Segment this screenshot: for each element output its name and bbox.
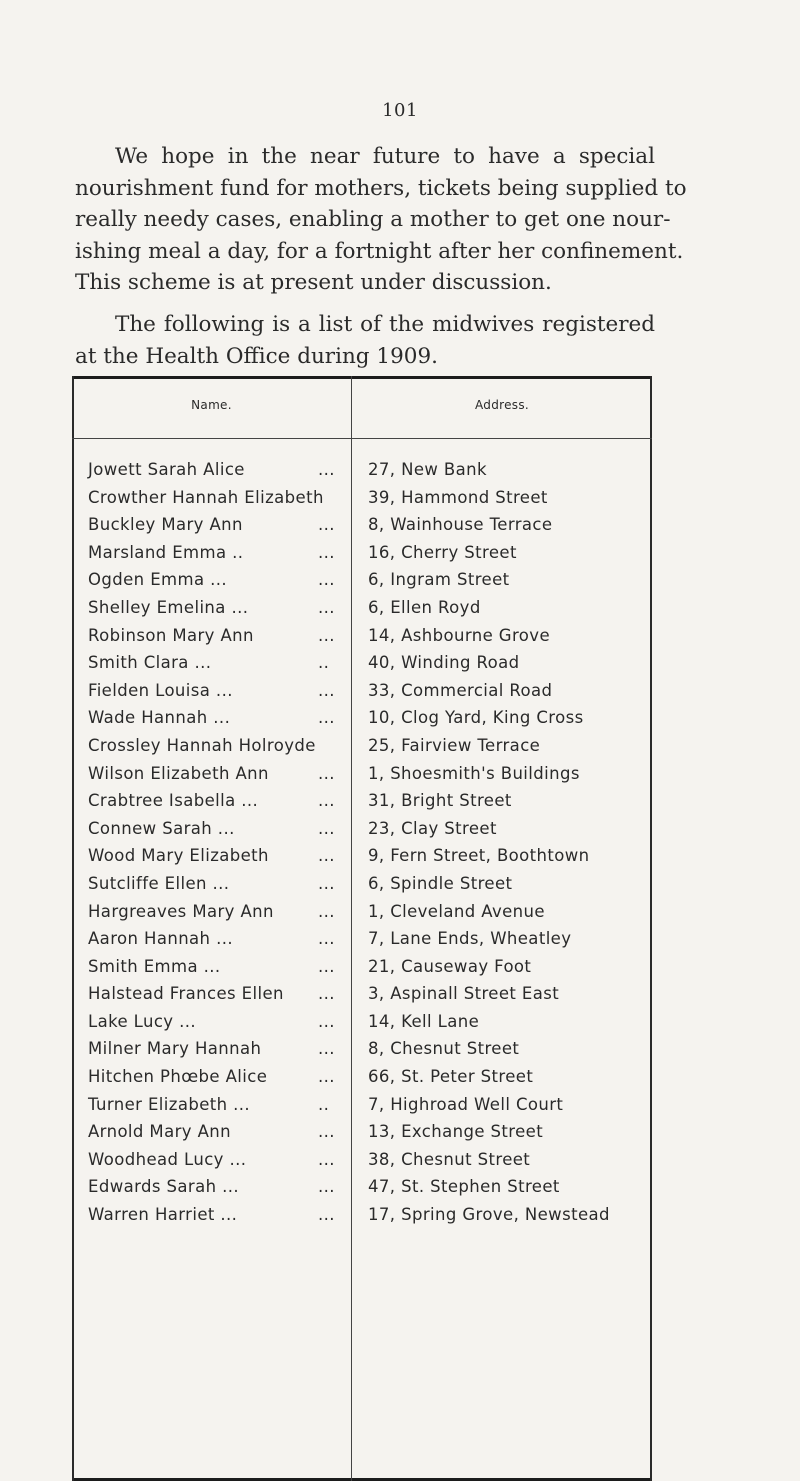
table-row — [72, 898, 652, 926]
leader-dots: ... — [318, 570, 335, 590]
midwife-address: 1, Cleveland Avenue — [368, 901, 545, 921]
leader-dots: ... — [318, 1149, 335, 1169]
midwife-address: 10, Clog Yard, King Cross — [368, 708, 584, 728]
table-row — [72, 760, 652, 788]
midwife-address: 40, Winding Road — [368, 653, 520, 673]
leader-dots: ... — [318, 515, 335, 535]
table-row — [72, 704, 652, 732]
leader-dots: ... — [318, 542, 335, 562]
leader-dots: .. — [318, 1094, 330, 1114]
table-row — [72, 925, 652, 953]
leader-dots: ... — [318, 708, 335, 728]
paragraph-line: We hope in the near future to have a special — [115, 144, 655, 169]
paragraph-line: This scheme is at present under discussion. — [75, 270, 552, 295]
midwife-name: Buckley Mary Ann — [88, 515, 243, 535]
midwife-name: Marsland Emma .. — [88, 542, 244, 562]
midwife-name: Wade Hannah ... — [88, 708, 231, 728]
table-row — [72, 953, 652, 981]
table-row — [72, 980, 652, 1008]
midwife-name: Lake Lucy ... — [88, 1011, 197, 1031]
midwife-name: Woodhead Lucy ... — [88, 1149, 247, 1169]
midwife-address: 6, Ellen Royd — [368, 597, 481, 617]
leader-dots: ... — [318, 984, 335, 1004]
midwife-name: Turner Elizabeth ... — [88, 1094, 251, 1114]
paragraph-line: at the Health Office during 1909. — [75, 343, 438, 369]
midwife-address: 38, Chesnut Street — [368, 1149, 531, 1169]
midwife-address: 31, Bright Street — [368, 791, 512, 811]
midwife-name: Milner Mary Hannah — [88, 1039, 262, 1059]
paragraph-line: The following is a list of the midwives registered — [115, 312, 655, 337]
header-rule — [72, 438, 652, 439]
leader-dots: ... — [318, 818, 335, 838]
midwife-name: Hitchen Phœbe Alice — [88, 1067, 268, 1087]
leader-dots: ... — [318, 1067, 335, 1087]
table-row — [72, 870, 652, 898]
leader-dots: ... — [318, 846, 335, 866]
midwife-address: 6, Ingram Street — [368, 570, 510, 590]
table-row — [72, 1118, 652, 1146]
paragraph-midwives-intro — [75, 309, 655, 372]
midwife-address: 66, St. Peter Street — [368, 1067, 534, 1087]
table-row — [72, 511, 652, 539]
leader-dots: ... — [318, 901, 335, 921]
paragraph-nourishment-fund — [75, 141, 687, 299]
midwife-address: 39, Hammond Street — [368, 487, 548, 507]
midwife-address: 1, Shoesmith's Buildings — [368, 763, 580, 783]
midwife-address: 8, Wainhouse Terrace — [368, 515, 553, 535]
leader-dots: ... — [318, 680, 335, 700]
table-row — [72, 842, 652, 870]
leader-dots: ... — [318, 625, 335, 645]
leader-dots: ... — [318, 956, 335, 976]
leader-dots: ... — [318, 929, 335, 949]
table-row — [72, 1091, 652, 1119]
midwife-address: 14, Ashbourne Grove — [368, 625, 551, 645]
leader-dots: ... — [318, 1177, 335, 1197]
table-row — [72, 1173, 652, 1201]
table-row — [72, 1063, 652, 1091]
midwife-name: Shelley Emelina ... — [88, 597, 249, 617]
midwife-address: 9, Fern Street, Boothtown — [368, 846, 590, 866]
midwife-name: Jowett Sarah Alice — [88, 460, 245, 479]
table-row — [72, 622, 652, 650]
midwife-name: Edwards Sarah ... — [88, 1177, 240, 1197]
table-row — [72, 815, 652, 843]
midwife-name: Robinson Mary Ann — [88, 625, 254, 645]
midwife-address: 21, Causeway Foot — [368, 956, 532, 976]
column-header-address: Address. — [474, 398, 529, 412]
midwife-address: 14, Kell Lane — [368, 1011, 480, 1031]
midwife-address: 7, Lane Ends, Wheatley — [368, 929, 572, 949]
midwife-address: 47, St. Stephen Street — [368, 1177, 560, 1197]
table-row — [72, 1008, 652, 1036]
midwife-name: Ogden Emma ... — [88, 570, 228, 590]
leader-dots: ... — [318, 1122, 335, 1142]
table-row — [72, 732, 652, 760]
leader-dots: ... — [318, 791, 335, 811]
table-row — [72, 677, 652, 705]
column-header-name: Name. — [191, 398, 232, 412]
table-row — [72, 1201, 652, 1229]
leader-dots: ... — [318, 460, 335, 479]
paragraph-line: really needy cases, enabling a mother to get one nour- — [75, 207, 671, 232]
table-row — [72, 456, 652, 484]
page-number: 101 — [382, 100, 418, 121]
paragraph-line: nourishment fund for mothers, tickets being supplied to — [75, 175, 687, 201]
midwife-name: Aaron Hannah ... — [88, 929, 233, 949]
table-row — [72, 566, 652, 594]
midwife-name: Crossley Hannah Holroyde — [88, 735, 316, 755]
table-row — [72, 1035, 652, 1063]
midwife-address: 17, Spring Grove, Newstead — [368, 1205, 610, 1225]
midwife-name: Wilson Elizabeth Ann — [88, 763, 269, 783]
midwife-name: Warren Harriet ... — [88, 1205, 238, 1225]
table-row — [72, 1146, 652, 1174]
leader-dots: ... — [318, 873, 335, 893]
midwife-name: Wood Mary Elizabeth — [88, 846, 269, 866]
paragraph-line: ishing meal a day, for a fortnight after her confinement. — [75, 238, 684, 264]
midwives-table — [72, 376, 652, 1481]
table-row — [72, 787, 652, 815]
midwife-address: 6, Spindle Street — [368, 873, 513, 893]
leader-dots: ... — [318, 597, 335, 617]
leader-dots: ... — [318, 763, 335, 783]
table-row — [72, 539, 652, 567]
table-top-rule — [72, 376, 652, 379]
midwife-name: Halstead Frances Ellen — [88, 984, 284, 1004]
table-row — [72, 649, 652, 677]
leader-dots: ... — [318, 1039, 335, 1059]
midwife-name: Crowther Hannah Elizabeth — [88, 487, 324, 507]
midwife-address: 23, Clay Street — [368, 818, 497, 838]
midwife-address: 8, Chesnut Street — [368, 1039, 520, 1059]
midwife-name: Arnold Mary Ann — [88, 1122, 231, 1142]
midwife-address: 16, Cherry Street — [368, 542, 517, 562]
table-row — [72, 594, 652, 622]
midwife-name: Fielden Louisa ... — [88, 680, 233, 700]
midwife-name: Crabtree Isabella ... — [88, 791, 259, 811]
table-body — [72, 456, 652, 1229]
midwife-name: Hargreaves Mary Ann — [88, 901, 274, 921]
midwife-address: 7, Highroad Well Court — [368, 1094, 564, 1114]
midwife-address: 33, Commercial Road — [368, 680, 553, 700]
table-row — [72, 484, 652, 512]
midwife-name: Connew Sarah ... — [88, 818, 235, 838]
leader-dots: .. — [318, 653, 330, 673]
midwife-address: 3, Aspinall Street East — [368, 984, 560, 1004]
midwife-name: Smith Emma ... — [88, 956, 221, 976]
leader-dots: ... — [318, 1011, 335, 1031]
midwife-address: 13, Exchange Street — [368, 1122, 544, 1142]
midwife-name: Sutcliffe Ellen ... — [88, 873, 230, 893]
midwife-address: 25, Fairview Terrace — [368, 735, 541, 755]
midwife-address: 27, New Bank — [368, 460, 487, 479]
midwife-name: Smith Clara ... — [88, 653, 212, 673]
leader-dots: ... — [318, 1205, 335, 1225]
